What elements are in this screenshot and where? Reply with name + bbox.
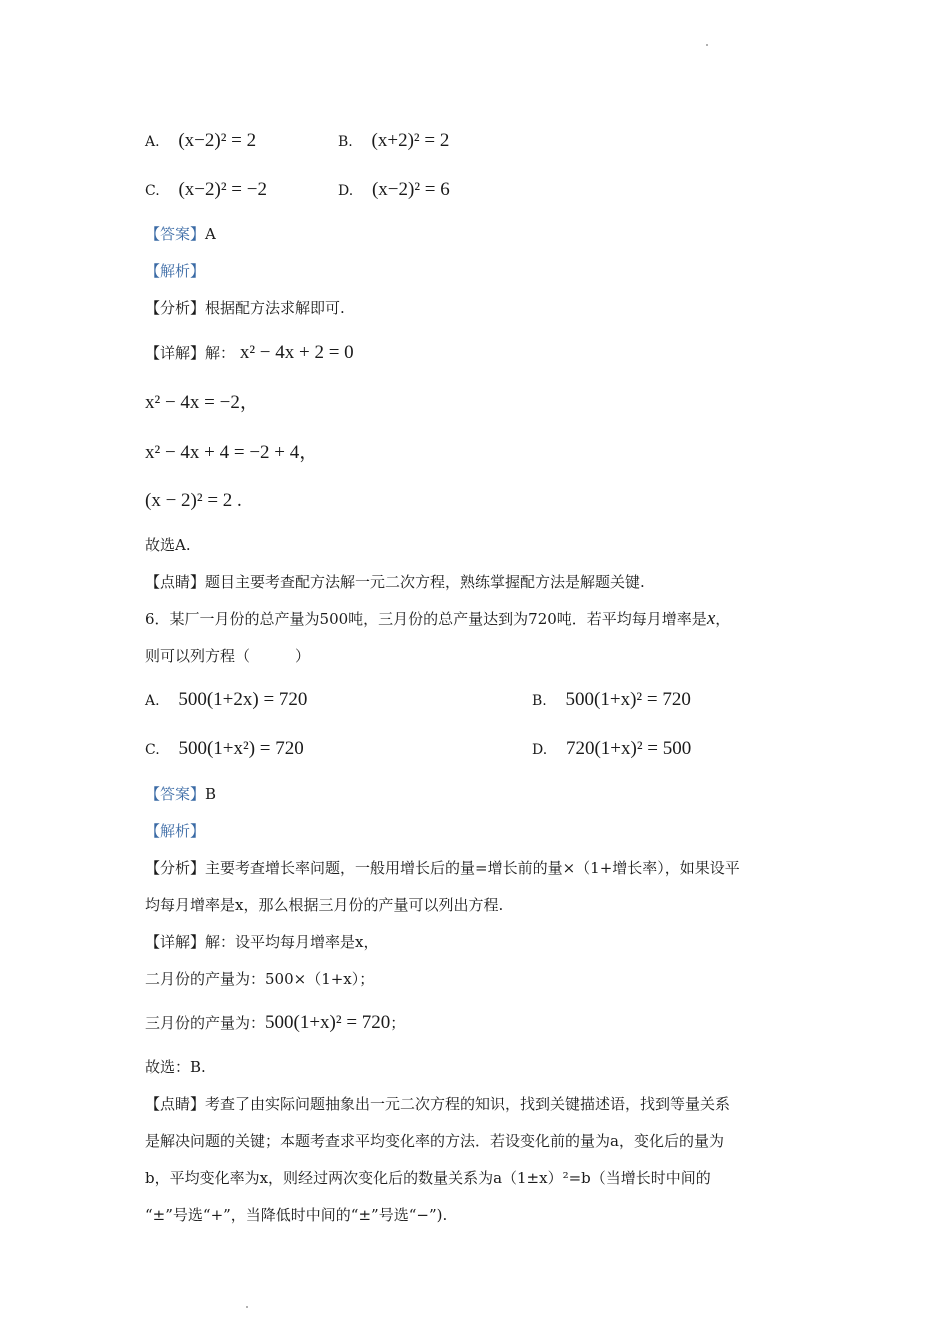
q6-stem-var: x (706, 608, 716, 629)
q6-analysis-tag: 【解析】 (145, 822, 206, 840)
q6-dianjing-line-2: 是解决问题的关键；本题考查求平均变化率的方法．若设变化前的量为a，变化后的量为 (145, 1132, 724, 1150)
q6-option-d: D. 720(1+x)² = 500 (532, 738, 692, 759)
q6-dianjing-line-1: 【点睛】考查了由实际问题抽象出一元二次方程的知识，找到关键描述语，找到等量关系 (145, 1095, 731, 1113)
q5-choose: 故选A. (145, 536, 191, 554)
q5-option-a-expr: (x−2)² = 2 (178, 130, 257, 151)
q6-dianjing-line-4: “±”号选“+”，当降低时中间的“±”号选“−”). (145, 1206, 448, 1224)
q6-march-expr: 500(1+x)² = 720 (265, 1012, 391, 1033)
q5-option-d-expr: (x−2)² = 6 (371, 179, 450, 200)
q5-step-3: x² − 4x + 4 = −2 + 4， (145, 442, 319, 463)
q6-march: 三月份的产量为：500(1+x)² = 720； (145, 1012, 406, 1033)
q5-step-4: (x − 2)² = 2 . (145, 490, 242, 511)
q6-option-a-expr: 500(1+2x) = 720 (178, 689, 308, 710)
q5-option-d: D. (x−2)² = 6 (338, 179, 450, 200)
q5-analysis-tag: 【解析】 (145, 262, 206, 280)
q6-option-c: C. 500(1+x²) = 720 (145, 738, 304, 759)
q5-dianjing: 【点睛】题目主要考查配方法解一元二次方程，熟练掌握配方法是解题关键. (145, 573, 645, 591)
q6-dianjing-line-3: b，平均变化率为x，则经过两次变化后的数量关系为a（1±x）²=b（当增长时中间的 (145, 1169, 711, 1187)
q6-february: 二月份的产量为：500×（1+x）； (145, 970, 375, 988)
fenxi-tag: 【分析】 (145, 299, 206, 317)
q6-stem-line-2: 则可以列方程（ ） (145, 647, 311, 665)
q5-option-c: C. (x−2)² = −2 (145, 179, 267, 200)
q5-fenxi: 【分析】根据配方法求解即可. (145, 299, 345, 317)
q5-answer: 【答案】A (145, 225, 216, 243)
q5-option-a: A. (x−2)² = 2 (145, 130, 257, 151)
q5-xiangjie: 【详解】解： x² − 4x + 2 = 0 (145, 342, 354, 363)
q5-option-b-expr: (x+2)² = 2 (371, 130, 450, 151)
q6-option-d-expr: 720(1+x)² = 500 (565, 738, 692, 759)
q5-option-c-expr: (x−2)² = −2 (178, 179, 267, 200)
q5-step-1: x² − 4x + 2 = 0 (239, 342, 354, 363)
q6-option-a: A. 500(1+2x) = 720 (145, 689, 308, 710)
q6-answer: 【答案】B (145, 785, 217, 803)
q5-option-b: B. (x+2)² = 2 (338, 130, 450, 151)
q6-fenxi-line-2: 均每月增率是x，那么根据三月份的产量可以列出方程. (145, 896, 504, 914)
q6-fenxi-line-1: 【分析】主要考查增长率问题，一般用增长后的量=增长前的量×（1+增长率），如果设平 (145, 859, 740, 877)
q6-option-b: B. 500(1+x)² = 720 (532, 689, 691, 710)
q6-stem-line-1: 6．某厂一月份的总产量为500吨，三月份的总产量达到为720吨．若平均每月增率是x， (145, 608, 731, 629)
q5-step-2: x² − 4x = −2， (145, 392, 259, 413)
q6-choose: 故选：B. (145, 1058, 206, 1076)
q6-option-c-expr: 500(1+x²) = 720 (178, 738, 304, 759)
q6-xiangjie: 【详解】解：设平均每月增率是x， (145, 933, 379, 951)
scan-dot-top (706, 44, 708, 46)
scan-dot-bottom (246, 1306, 248, 1308)
q6-option-b-expr: 500(1+x)² = 720 (565, 689, 691, 710)
answer-tag: 【答案】 (145, 225, 206, 243)
